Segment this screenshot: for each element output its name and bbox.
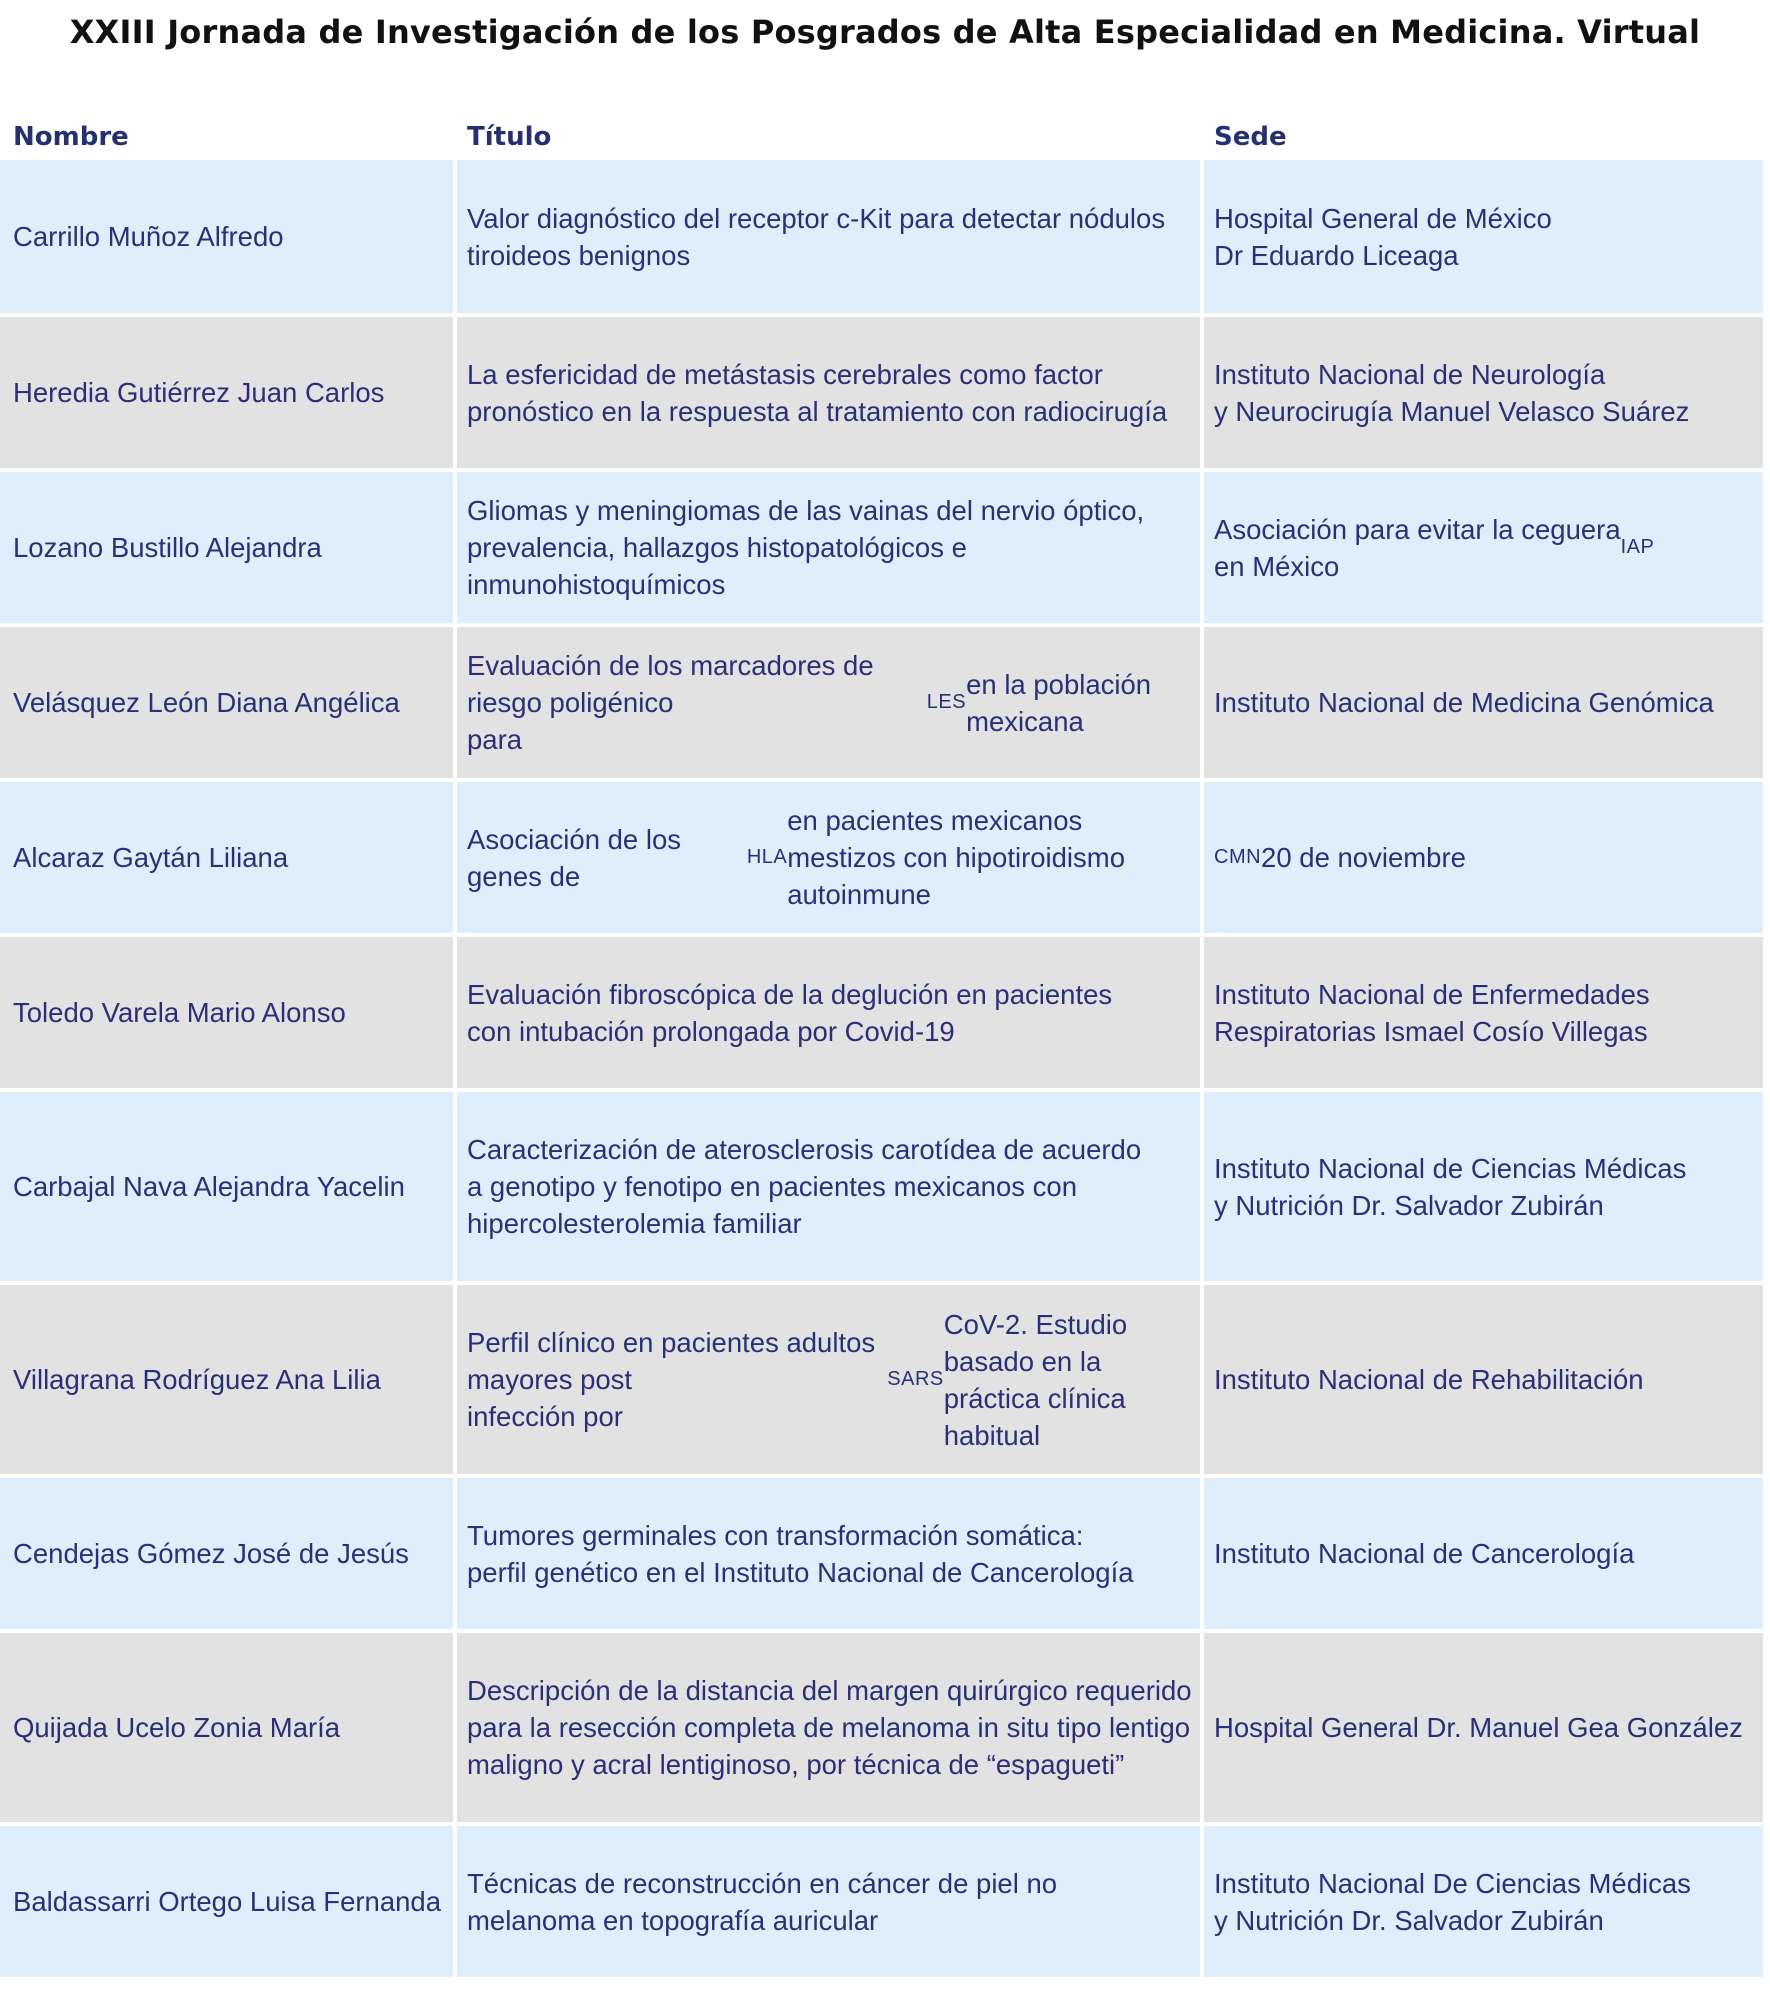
title-cell: Caracterización de aterosclerosis carotídea de acuerdo a genotipo y fenotipo en pacientes mexicanos con hipercolesterolemia familiar <box>457 1092 1200 1281</box>
table-row <box>0 1826 1763 1977</box>
sede-cell: Hospital General de México Dr Eduardo Liceaga <box>1204 160 1763 313</box>
name-cell: Velásquez León Diana Angélica <box>0 627 453 778</box>
sede-cell: Instituto Nacional de Neurología y Neurocirugía Manuel Velasco Suárez <box>1204 317 1763 468</box>
name-cell: Heredia Gutiérrez Juan Carlos <box>0 317 453 468</box>
sede-cell: Instituto Nacional de Cancerología <box>1204 1478 1763 1629</box>
title-cell: Descripción de la distancia del margen quirúrgico requerido para la resección completa de melanoma in situ tipo lentigo maligno y acral lentiginoso, por técnica de “espagueti” <box>457 1633 1200 1822</box>
name-cell: Alcaraz Gaytán Liliana <box>0 782 453 933</box>
name-cell: Lozano Bustillo Alejandra <box>0 472 453 623</box>
sede-cell: Instituto Nacional de Rehabilitación <box>1204 1285 1763 1474</box>
title-cell: Asociación de los genes de HLA en pacientes mexicanos mestizos con hipotiroidismo autoinmune <box>457 782 1200 933</box>
title-cell: Valor diagnóstico del receptor c-Kit para detectar nódulos tiroideos benignos <box>457 160 1200 313</box>
column-header-titulo: Título <box>467 122 552 152</box>
table-row <box>0 472 1763 623</box>
table-row <box>0 627 1763 778</box>
title-cell: Gliomas y meningiomas de las vainas del nervio óptico, prevalencia, hallazgos histopatológicos e inmunohistoquímicos <box>457 472 1200 623</box>
sede-cell: Instituto Nacional de Medicina Genómica <box>1204 627 1763 778</box>
title-cell: Evaluación de los marcadores de riesgo poligénico para LES en la población mexicana <box>457 627 1200 778</box>
name-cell: Toledo Varela Mario Alonso <box>0 937 453 1088</box>
name-cell: Carrillo Muñoz Alfredo <box>0 160 453 313</box>
table-row <box>0 1478 1763 1629</box>
table-row <box>0 1092 1763 1281</box>
name-cell: Baldassarri Ortego Luisa Fernanda <box>0 1826 453 1977</box>
table-row <box>0 317 1763 468</box>
table-row <box>0 1633 1763 1822</box>
column-header-sede: Sede <box>1214 122 1287 152</box>
sede-cell: Instituto Nacional De Ciencias Médicas y Nutrición Dr. Salvador Zubirán <box>1204 1826 1763 1977</box>
name-cell: Cendejas Gómez José de Jesús <box>0 1478 453 1629</box>
name-cell: Quijada Ucelo Zonia María <box>0 1633 453 1822</box>
page-title: XXIII Jornada de Investigación de los Posgrados de Alta Especialidad en Medicina. Virtual <box>69 13 1701 51</box>
sede-cell: Instituto Nacional de Ciencias Médicas y Nutrición Dr. Salvador Zubirán <box>1204 1092 1763 1281</box>
table-row <box>0 1285 1763 1474</box>
name-cell: Carbajal Nava Alejandra Yacelin <box>0 1092 453 1281</box>
table-row <box>0 160 1763 313</box>
title-cell: Perfil clínico en pacientes adultos mayores post infección por SARS CoV-2. Estudio basado en la práctica clínica habitual <box>457 1285 1200 1474</box>
sede-cell: CMN 20 de noviembre <box>1204 782 1763 933</box>
sede-cell: Hospital General Dr. Manuel Gea González <box>1204 1633 1763 1822</box>
table-row <box>0 937 1763 1088</box>
title-cell: Tumores germinales con transformación somática: perfil genético en el Instituto Nacional de Cancerología <box>457 1478 1200 1629</box>
title-cell: La esfericidad de metástasis cerebrales como factor pronóstico en la respuesta al tratamiento con radiocirugía <box>457 317 1200 468</box>
column-header-nombre: Nombre <box>13 122 129 152</box>
name-cell: Villagrana Rodríguez Ana Lilia <box>0 1285 453 1474</box>
sede-cell: Asociación para evitar la ceguera en México IAP <box>1204 472 1763 623</box>
sede-cell: Instituto Nacional de Enfermedades Respiratorias Ismael Cosío Villegas <box>1204 937 1763 1088</box>
title-cell: Evaluación fibroscópica de la deglución en pacientes con intubación prolongada por Covid-19 <box>457 937 1200 1088</box>
table-row <box>0 782 1763 933</box>
title-cell: Técnicas de reconstrucción en cáncer de piel no melanoma en topografía auricular <box>457 1826 1200 1977</box>
table-header <box>0 114 1770 160</box>
